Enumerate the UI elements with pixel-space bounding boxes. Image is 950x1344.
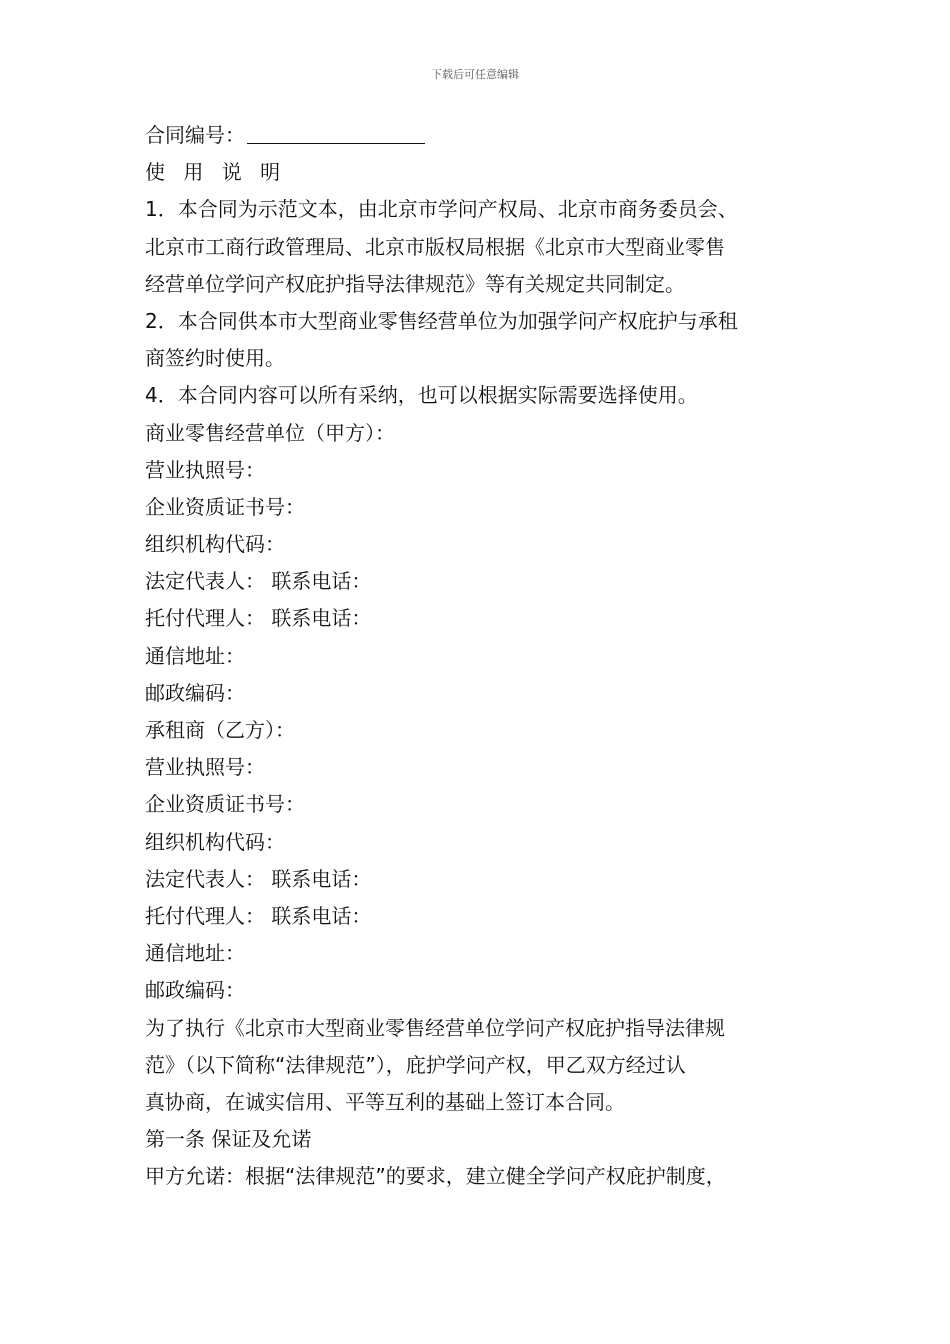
field-label: 通信地址： bbox=[145, 643, 245, 668]
field-label: 邮政编码： bbox=[145, 680, 245, 705]
contract-number-label: 合同编号： bbox=[145, 123, 245, 147]
party-a-heading: 商业零售经营单位（甲方）： bbox=[145, 420, 395, 445]
contract-number-line bbox=[145, 117, 825, 154]
field-label: 通信地址： bbox=[145, 941, 245, 966]
text-line: 甲方允诺：根据“法律规范”的要求，建立健全学问产权庇护制度， bbox=[145, 1164, 726, 1189]
field-label: 组织机构代码： bbox=[145, 829, 285, 854]
text-line: 北京市工商行政管理局、北京市版权局根据《北京市大型商业零售 bbox=[145, 234, 725, 259]
text-line: 4．本合同内容可以所有采纳，也可以根据实际需要选择使用。 bbox=[145, 383, 698, 408]
instructions-title: 使 用 说 明 bbox=[145, 160, 287, 185]
text-line: 商签约时使用。 bbox=[145, 346, 285, 371]
text-line: 为了执行《北京市大型商业零售经营单位学问产权庇护指导法律规 bbox=[145, 1015, 725, 1040]
document-body bbox=[145, 117, 825, 1195]
field-label: 组织机构代码： bbox=[145, 532, 285, 557]
text-line: 经营单位学问产权庇护指导法律规范》等有关规定共同制定。 bbox=[145, 271, 685, 296]
contract-number-blank bbox=[247, 123, 425, 144]
field-label: 法定代表人： 联系电话： bbox=[145, 866, 372, 891]
field-label: 企业资质证书号： bbox=[145, 494, 305, 519]
article-heading: 第一条 保证及允诺 bbox=[145, 1127, 312, 1152]
page-header: 下载后可任意编辑 bbox=[431, 68, 519, 81]
text-line: 真协商，在诚实信用、平等互利的基础上签订本合同。 bbox=[145, 1089, 625, 1114]
field-label: 营业执照号： bbox=[145, 457, 265, 482]
text-line: 范》（以下简称“法律规范”），庇护学问产权，甲乙双方经过认 bbox=[145, 1052, 686, 1077]
party-b-heading: 承租商（乙方）： bbox=[145, 718, 295, 742]
text-line: 2．本合同供本市大型商业零售经营单位为加强学问产权庇护与承租 bbox=[145, 308, 738, 333]
field-label: 邮政编码： bbox=[145, 978, 245, 1003]
field-label: 法定代表人： 联系电话： bbox=[145, 569, 372, 594]
field-label: 营业执照号： bbox=[145, 755, 265, 780]
field-label: 企业资质证书号： bbox=[145, 792, 305, 817]
field-label: 托付代理人： 联系电话： bbox=[145, 606, 372, 631]
field-label: 托付代理人： 联系电话： bbox=[145, 903, 372, 928]
text-line: 1．本合同为示范文本，由北京市学问产权局、北京市商务委员会、 bbox=[145, 197, 738, 222]
